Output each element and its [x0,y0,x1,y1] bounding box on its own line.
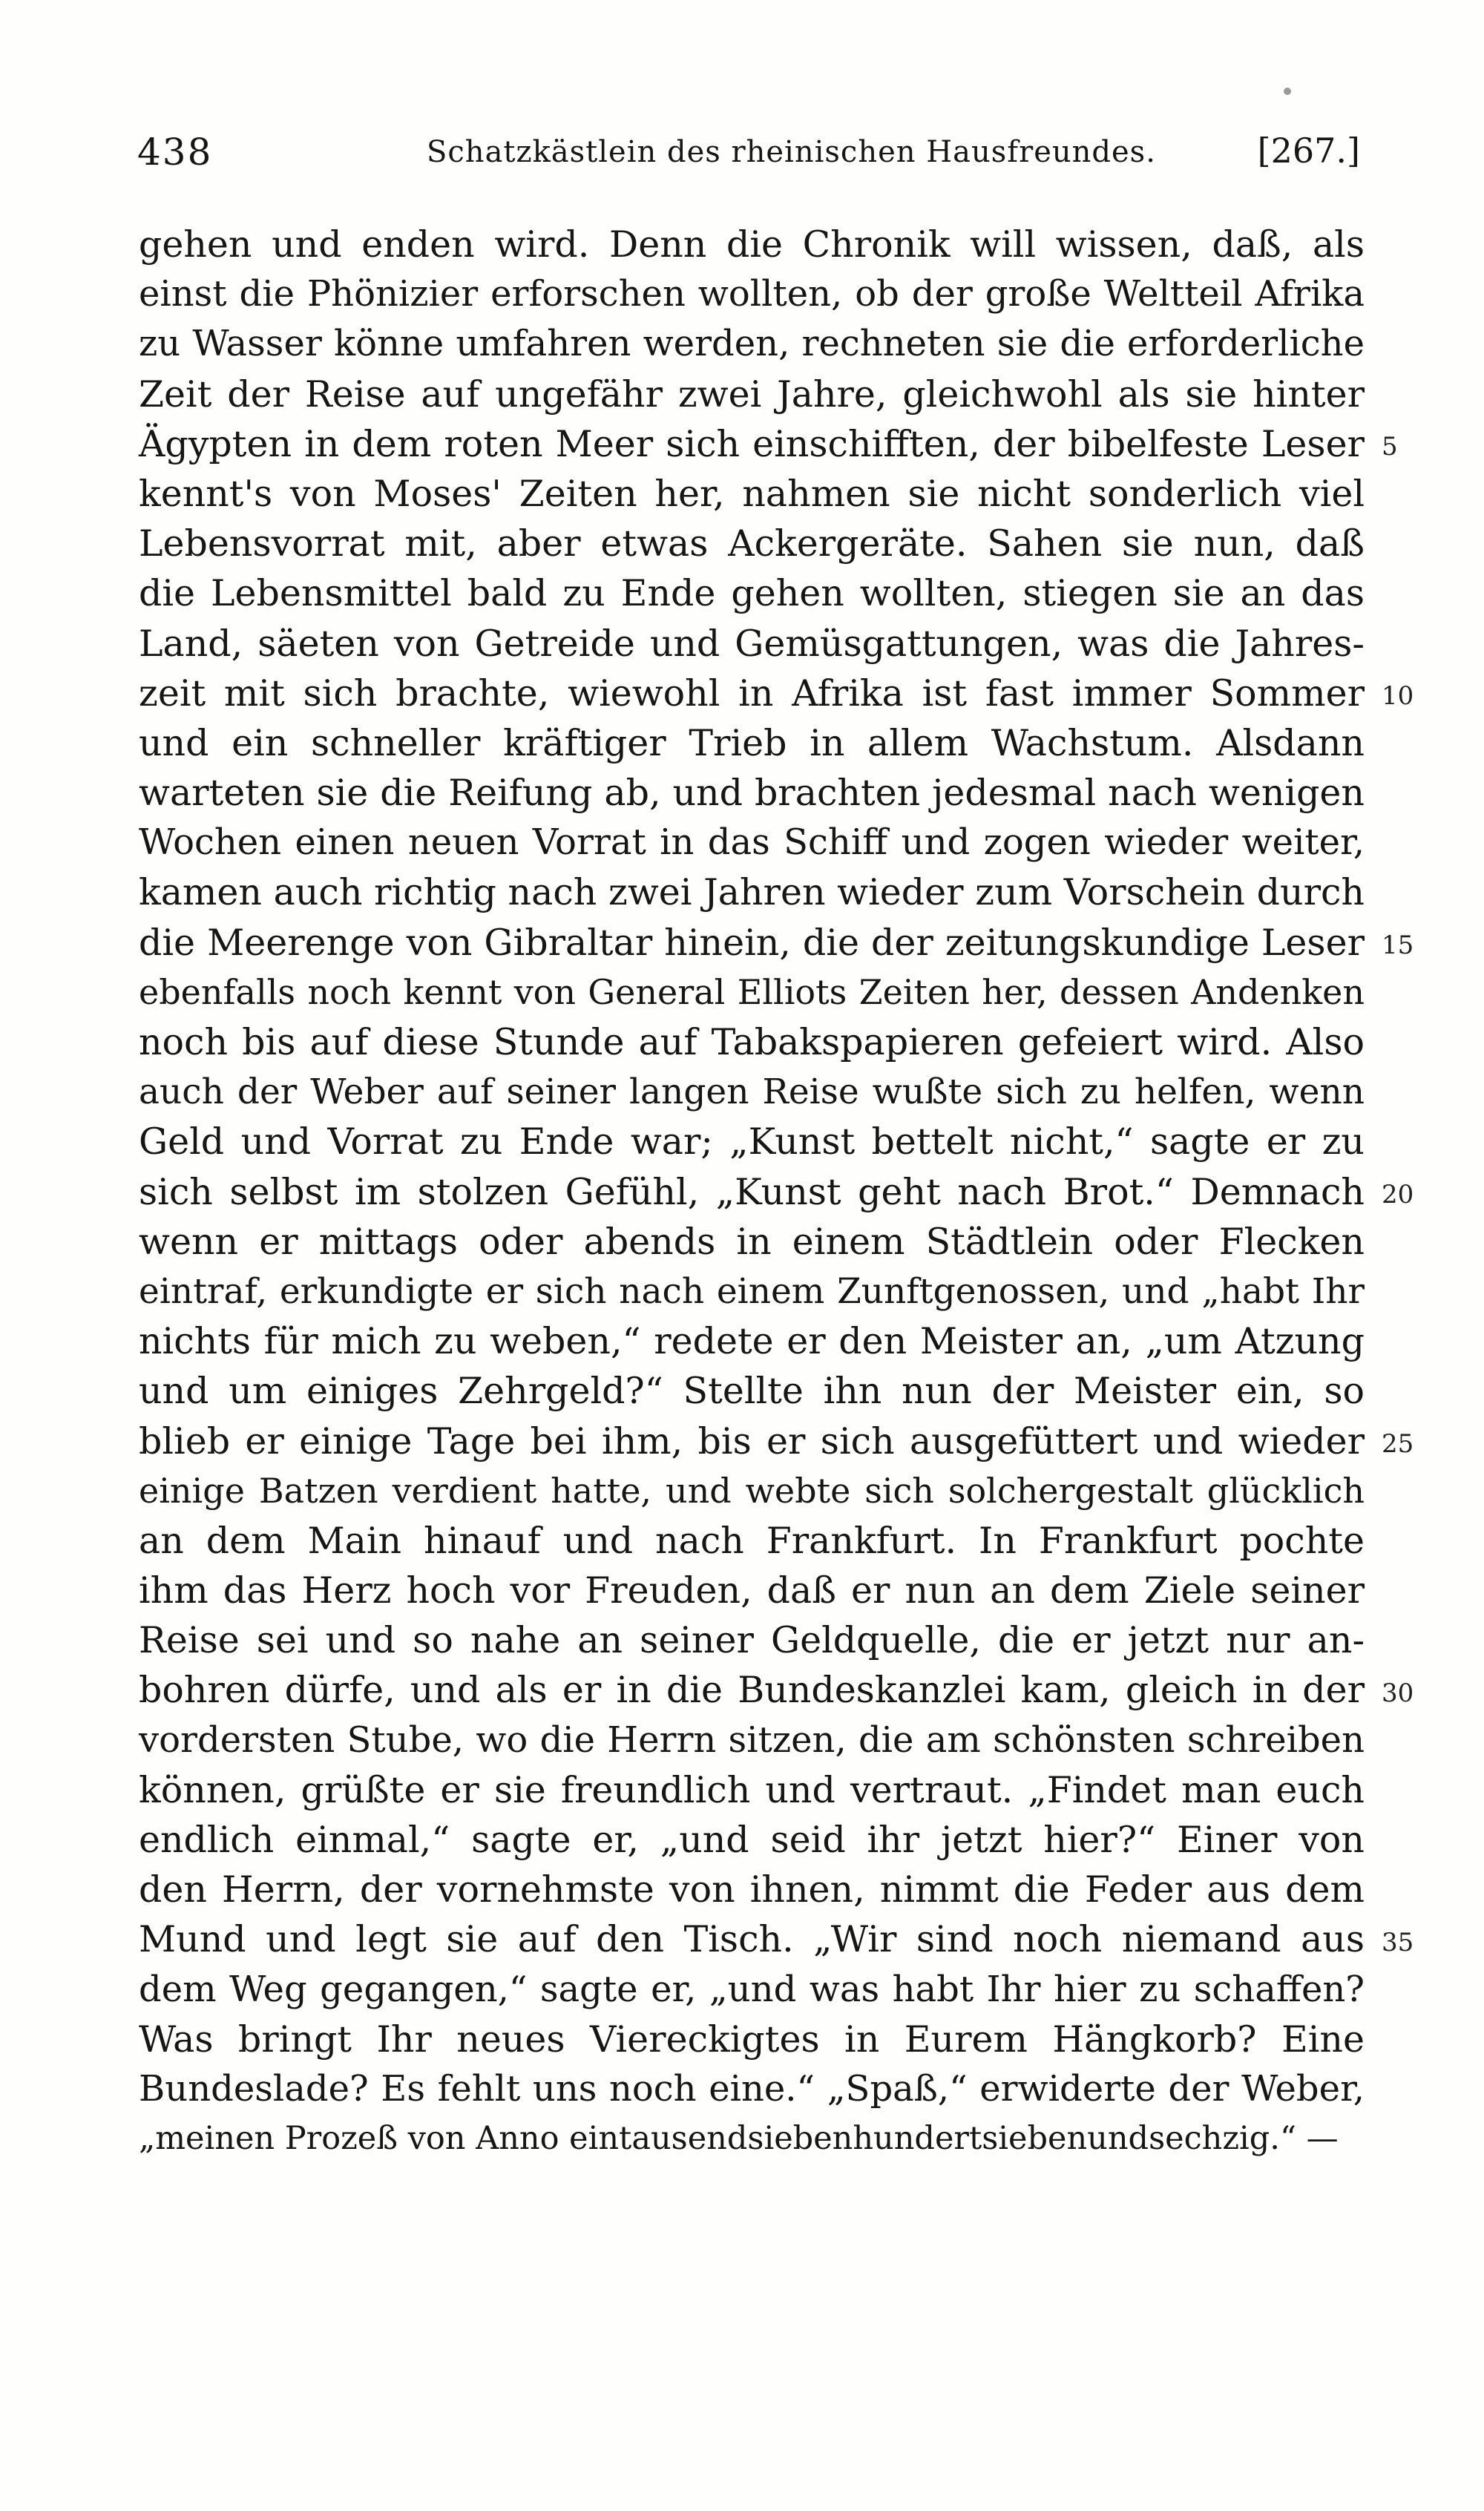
line-number: 15 [1382,930,1414,960]
line-number: 35 [1382,1928,1414,1957]
text-line: Bundeslade? Es fehlt uns noch eine.“ „Spaß,“ erwiderte der Weber, [139,2067,1365,2110]
text-line: eintraf, erkundigte er sich nach einem Zunftgenossen, und „habt Ihr [139,1270,1365,1312]
text-line: die Meerenge von Gibraltar hinein, die der zeitungskundige Leser [139,921,1365,964]
line-number: 25 [1382,1429,1414,1459]
text-line: Geld und Vorrat zu Ende war; „Kunst bettelt nicht,“ sagte er zu [139,1120,1365,1163]
page-header [137,131,1360,183]
text-line: warteten sie die Reifung ab, und brachten jedesmal nach wenigen [139,772,1365,815]
text-line: Reise sei und so nahe an seiner Geldquelle, die er jetzt nur an- [139,1619,1365,1662]
section-reference: [267.] [1257,131,1360,171]
text-line: einige Batzen verdient hatte, und webte sich solchergestalt glücklich [139,1470,1365,1511]
text-line: Land, säeten von Getreide und Gemüsgattungen, was die Jahres- [139,622,1365,665]
text-line: und ein schneller kräftiger Trieb in allem Wachstum. Alsdann [139,721,1365,764]
text-line: endlich einmal,“ sagte er, „und seid ihr jetzt hier?“ Einer von [139,1819,1365,1861]
text-line: ihm das Herz hoch vor Freuden, daß er nun an dem Ziele seiner [139,1569,1365,1612]
line-number: 30 [1382,1678,1414,1708]
text-line: zu Wasser könne umfahren werden, rechneten sie die erforderliche [139,323,1365,365]
text-line: ebenfalls noch kennt von General Elliots Zeiten her, dessen Andenken [139,971,1365,1012]
text-line: können, grüßte er sie freundlich und vertraut. „Findet man euch [139,1768,1365,1811]
text-line: sich selbst im stolzen Gefühl, „Kunst geht nach Brot.“ Demnach [139,1170,1365,1213]
text-line: nichts für mich zu weben,“ redete er den Meister an, „um Atzung [139,1320,1365,1363]
text-line: an dem Main hinauf und nach Frankfurt. In Frankfurt pochte [139,1519,1365,1562]
text-line: wenn er mittags oder abends in einem Städtlein oder Flecken [139,1220,1365,1263]
text-line: Wochen einen neuen Vorrat in das Schiff und zogen wieder weiter, [139,821,1365,864]
text-line: kamen auch richtig nach zwei Jahren wieder zum Vorschein durch [139,871,1365,914]
text-line: Mund und legt sie auf den Tisch. „Wir sind noch niemand aus [139,1918,1365,1961]
text-line: den Herrn, der vornehmste von ihnen, nimmt die Feder aus dem [139,1868,1365,1911]
running-title: Schatzkästlein des rheinischen Hausfreundes. [427,135,1156,169]
text-line: einst die Phönizier erforschen wollten, ob der große Weltteil Afrika [139,273,1365,315]
text-line: zeit mit sich brachte, wiewohl in Afrika ist fast immer Sommer [139,672,1365,715]
text-line: Was bringt Ihr neues Viereckigtes in Eurem Hängkorb? Eine [139,2018,1365,2061]
text-line: auch der Weber auf seiner langen Reise wußte sich zu helfen, wenn [139,1071,1365,1113]
text-line: Zeit der Reise auf ungefähr zwei Jahre, gleichwohl als sie hinter [139,372,1365,416]
text-line: „meinen Prozeß von Anno eintausendsiebenhundertsiebenundsechzig.“ — [139,2120,1339,2158]
paper-speck [1284,88,1291,95]
line-number: 20 [1382,1180,1414,1209]
text-line: Lebensvorrat mit, aber etwas Ackergeräte. Sahen sie nun, daß [139,522,1365,565]
page-number: 438 [137,131,213,174]
text-line: blieb er einige Tage bei ihm, bis er sich ausgefüttert und wieder [139,1419,1365,1463]
line-number: 10 [1382,681,1414,711]
text-line: Ägypten in dem roten Meer sich einschifften, der bibelfeste Leser [139,422,1365,465]
text-line: und um einiges Zehrgeld?“ Stellte ihn nun der Meister ein, so [139,1370,1365,1413]
text-line: noch bis auf diese Stunde auf Tabakspapieren gefeiert wird. Also [139,1021,1365,1063]
text-line: die Lebensmittel bald zu Ende gehen wollten, stiegen sie an das [139,572,1365,615]
body-text [139,220,1365,2164]
text-line: vordersten Stube, wo die Herrn sitzen, die am schönsten schreiben [139,1719,1365,1761]
text-line: dem Weg gegangen,“ sagte er, „und was habt Ihr hier zu schaffen? [139,1968,1365,2010]
text-line: bohren dürfe, und als er in die Bundeskanzlei kam, gleich in der [139,1669,1365,1712]
text-line: gehen und enden wird. Denn die Chronik will wissen, daß, als [139,223,1365,266]
text-line: kennt's von Moses' Zeiten her, nahmen sie nicht sonderlich viel [139,472,1365,515]
line-number: 5 [1382,432,1398,462]
